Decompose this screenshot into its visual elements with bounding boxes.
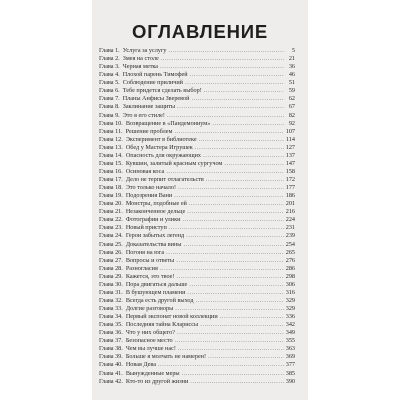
- dot-leader: [167, 112, 284, 120]
- dot-leader: [190, 378, 283, 386]
- chapter-title: Доказательства вины: [125, 240, 182, 248]
- dot-leader: [195, 144, 284, 152]
- chapter-title: Подозрения Вани: [125, 192, 173, 200]
- dot-leader: [212, 120, 284, 128]
- toc-entry: [99, 249, 295, 257]
- page-number: 385: [285, 369, 295, 377]
- chapter-number: Глава 39.: [99, 353, 123, 361]
- page-number: 349: [285, 329, 295, 337]
- dot-leader: [178, 345, 284, 353]
- chapter-number: Глава 33.: [99, 305, 123, 312]
- dot-leader: [186, 232, 284, 240]
- chapter-title: Обед у Мастера Игрушек: [125, 143, 193, 151]
- toc-entry: [99, 120, 295, 128]
- toc-entry: [99, 281, 295, 289]
- dot-leader: [176, 257, 284, 265]
- toc-entry: [99, 136, 295, 144]
- chapter-number: Глава 4.: [99, 71, 120, 79]
- chapter-title: Пора двигаться дальше: [125, 280, 188, 288]
- chapter-title: Это только начало!: [125, 184, 176, 192]
- dot-leader: [158, 361, 284, 369]
- page-number: 377: [285, 361, 295, 369]
- toc-entry: [99, 55, 295, 63]
- toc-entry: [99, 144, 295, 152]
- toc-entry: [99, 313, 295, 321]
- page-number: 82: [288, 111, 295, 119]
- dot-leader: [200, 321, 284, 329]
- chapter-number: Глава 12.: [99, 135, 123, 143]
- page-number: 336: [285, 313, 295, 321]
- chapter-number: Глава 31.: [99, 288, 123, 296]
- chapter-number: Глава 20.: [99, 200, 123, 208]
- page-number: 231: [285, 224, 295, 232]
- chapter-title: Погоня на юга: [125, 248, 165, 256]
- chapter-number: Глава 40.: [99, 361, 123, 369]
- page-number: 224: [285, 216, 295, 224]
- toc-entry: [99, 289, 295, 297]
- page-number: 316: [285, 288, 295, 296]
- chapter-number: Глава 42.: [99, 377, 123, 385]
- page-number: 177: [285, 184, 295, 192]
- chapter-title: Змея на столе: [122, 55, 159, 63]
- chapter-title: Последняя тайна Клариссы: [125, 321, 199, 329]
- page-number: 201: [285, 200, 295, 208]
- chapter-title: Возвращение в «Пандемониум»: [125, 119, 211, 127]
- dot-leader: [169, 47, 284, 55]
- dot-leader: [175, 337, 284, 345]
- dot-leader: [187, 208, 284, 216]
- chapter-number: Глава 30.: [99, 280, 123, 288]
- page-number: 127: [285, 143, 295, 151]
- chapter-title: Фотографии и улики: [125, 216, 181, 224]
- page-number: 21: [288, 55, 295, 63]
- toc-entry: [99, 361, 295, 369]
- dot-leader: [182, 216, 283, 224]
- dot-leader: [191, 95, 284, 103]
- toc-entry: [99, 224, 295, 232]
- toc-entry: [99, 345, 295, 353]
- page-number: 158: [285, 167, 295, 175]
- chapter-number: Глава 27.: [99, 256, 123, 264]
- chapter-title: Тебе придется сделать выбор!: [122, 87, 202, 95]
- chapter-number: Глава 21.: [99, 208, 123, 216]
- toc-entry: [99, 47, 295, 55]
- dot-leader: [189, 200, 284, 208]
- chapter-title: Новый приступ: [125, 224, 167, 232]
- toc-entry: [99, 257, 295, 265]
- dot-leader: [185, 79, 284, 87]
- dot-leader: [220, 313, 284, 321]
- chapter-number: Глава 26.: [99, 248, 123, 256]
- chapter-number: Глава 11.: [99, 127, 123, 135]
- chapter-number: Глава 23.: [99, 224, 123, 232]
- chapter-title: Монстры, подобные ей: [125, 200, 187, 208]
- chapter-title: Первый экспонат новой коллекции: [125, 313, 218, 321]
- chapter-number: Глава 13.: [99, 143, 123, 151]
- chapter-number: Глава 2.: [99, 55, 120, 63]
- page-number: 46: [288, 71, 295, 79]
- dot-leader: [196, 297, 284, 305]
- toc-entry: [99, 112, 295, 120]
- chapter-number: Глава 36.: [99, 329, 123, 337]
- page-title: ОГЛАВЛЕНИЕ: [132, 21, 268, 42]
- dot-leader: [169, 224, 284, 232]
- page-number: 265: [285, 248, 295, 256]
- toc-entry: [99, 241, 295, 249]
- chapter-title: Чем вы лучше нас!: [125, 345, 176, 353]
- page-number: 298: [285, 272, 295, 280]
- toc-entry: [99, 95, 295, 103]
- chapter-number: Глава 29.: [99, 272, 123, 280]
- chapter-title: Дело не терпит отлагательств: [125, 176, 204, 183]
- chapter-title: Разногласия: [125, 264, 158, 272]
- chapter-title: Черная метка: [122, 63, 159, 71]
- toc-entry: [99, 152, 295, 160]
- dot-leader: [178, 184, 284, 192]
- dot-leader: [177, 329, 284, 337]
- chapter-title: Заклинание защиты: [122, 103, 176, 111]
- toc-entry: [99, 63, 295, 71]
- chapter-number: Глава 34.: [99, 313, 123, 321]
- chapter-number: Глава 41.: [99, 369, 123, 377]
- toc-entry: [99, 79, 295, 87]
- page-number: 342: [285, 321, 295, 329]
- dot-leader: [190, 71, 284, 79]
- page-number: 36: [288, 63, 295, 71]
- chapter-title: Вопросы и ответы: [125, 256, 175, 264]
- page-number: 107: [285, 127, 295, 135]
- dot-leader: [206, 176, 284, 184]
- dot-leader: [177, 103, 284, 111]
- toc-entry: [99, 160, 295, 168]
- toc-entry: [99, 273, 295, 281]
- chapter-title: Услуга за услугу: [122, 47, 167, 54]
- chapter-title: Это в его стиле!: [122, 111, 165, 119]
- dot-leader: [160, 63, 284, 71]
- chapter-number: Глава 19.: [99, 192, 123, 200]
- chapter-number: Глава 6.: [99, 87, 120, 95]
- page-number: 137: [285, 151, 295, 159]
- page-number: 355: [285, 337, 295, 345]
- dot-leader: [183, 241, 283, 249]
- page-number: 216: [285, 208, 295, 216]
- chapter-title: Осиновая коса: [125, 167, 165, 175]
- dot-leader: [160, 265, 284, 273]
- page-number: 67: [288, 103, 295, 111]
- page-number: 186: [285, 192, 295, 200]
- chapter-title: Безопасное место: [125, 337, 173, 345]
- chapter-number: Глава 5.: [99, 79, 120, 87]
- toc-entry: [99, 87, 295, 95]
- chapter-number: Глава 38.: [99, 345, 123, 353]
- dot-leader: [177, 273, 284, 281]
- page-number: 59: [288, 87, 295, 95]
- page-number: 62: [288, 95, 295, 103]
- chapter-number: Глава 10.: [99, 119, 123, 127]
- dot-leader: [203, 152, 284, 160]
- chapter-title: Кажется, это твое!: [125, 272, 175, 280]
- page-number: 147: [285, 159, 295, 167]
- toc-entry: [99, 168, 295, 176]
- dot-leader: [174, 192, 283, 200]
- chapter-title: Всегда есть другой выход: [125, 296, 194, 304]
- chapter-number: Глава 32.: [99, 296, 123, 304]
- chapter-title: Плохой парень Тимофей: [122, 71, 188, 79]
- toc-entry: [99, 71, 295, 79]
- chapter-title: Новая Дева: [125, 361, 156, 369]
- toc-entry: [99, 353, 295, 361]
- chapter-number: Глава 16.: [99, 167, 123, 175]
- dot-leader: [174, 128, 283, 136]
- chapter-title: Опасность для окружающих: [125, 151, 202, 159]
- chapter-title: Кувшин, залитый красным сургучом: [125, 159, 223, 167]
- page-number: 369: [285, 353, 295, 361]
- toc-entry: [99, 370, 295, 378]
- chapter-title: Эксперимент в библиотеке: [125, 135, 197, 143]
- page-number: 329: [285, 305, 295, 312]
- chapter-number: Глава 24.: [99, 232, 123, 240]
- page-number: 363: [285, 345, 295, 353]
- page-number: 239: [285, 232, 295, 240]
- toc-entry: [99, 176, 295, 184]
- chapter-title: Соблюдение приличий: [122, 79, 183, 87]
- toc-entry: [99, 216, 295, 224]
- toc-entry: [99, 297, 295, 305]
- chapter-number: Глава 8.: [99, 103, 120, 111]
- page-number: 114: [285, 135, 295, 143]
- chapter-number: Глава 22.: [99, 216, 123, 224]
- chapter-title: В бушующем пламени: [125, 288, 186, 296]
- chapter-title: Кто-то из другой жизни: [125, 377, 189, 385]
- dot-leader: [208, 353, 284, 361]
- toc-entry: [99, 321, 295, 329]
- dot-leader: [187, 289, 283, 297]
- chapter-number: Глава 17.: [99, 176, 123, 183]
- chapter-title: Незаконченное дельце: [125, 208, 186, 216]
- toc-entry: [99, 192, 295, 200]
- chapter-number: Глава 9.: [99, 111, 120, 119]
- dot-leader: [161, 55, 284, 63]
- toc-entry: [99, 103, 295, 111]
- chapter-title: Долгие разговоры: [125, 305, 174, 312]
- page-number: 276: [285, 256, 295, 264]
- toc-entry: [99, 329, 295, 337]
- page-number: 390: [285, 377, 295, 385]
- page-number: 92: [288, 119, 295, 127]
- dot-leader: [189, 281, 283, 289]
- toc-entry: [99, 265, 295, 273]
- table-of-contents: [99, 47, 295, 386]
- toc-entry: [99, 208, 295, 216]
- dot-leader: [175, 305, 283, 313]
- chapter-number: Глава 7.: [99, 95, 120, 103]
- toc-entry: [99, 232, 295, 240]
- chapter-number: Глава 25.: [99, 240, 123, 248]
- chapter-number: Глава 18.: [99, 184, 123, 192]
- chapter-number: Глава 14.: [99, 151, 123, 159]
- page-number: 51: [288, 79, 295, 87]
- dot-leader: [166, 249, 284, 257]
- page-number: 286: [285, 264, 295, 272]
- chapter-number: Глава 28.: [99, 264, 123, 272]
- dot-leader: [199, 136, 284, 144]
- dot-leader: [224, 160, 283, 168]
- chapter-title: Решение проблем: [125, 127, 173, 135]
- dot-leader: [204, 87, 284, 95]
- toc-entry: [99, 378, 295, 386]
- chapter-title: Вынужденные меры: [125, 369, 180, 377]
- dot-leader: [182, 370, 284, 378]
- chapter-title: Герои забытых легенд: [125, 232, 185, 240]
- chapter-number: Глава 37.: [99, 337, 123, 345]
- toc-entry: [99, 184, 295, 192]
- chapter-number: Глава 3.: [99, 63, 120, 71]
- page-number: 172: [285, 176, 295, 183]
- toc-entry: [99, 128, 295, 136]
- page-number: 5: [291, 47, 295, 54]
- book-page: [92, 0, 308, 400]
- toc-entry: [99, 337, 295, 345]
- toc-entry: [99, 200, 295, 208]
- dot-leader: [166, 168, 283, 176]
- chapter-title: Больше я молчать не намерен!: [125, 353, 207, 361]
- chapter-number: Глава 15.: [99, 159, 123, 167]
- chapter-number: Глава 35.: [99, 321, 123, 329]
- page-number: 254: [285, 240, 295, 248]
- toc-entry: [99, 305, 295, 313]
- page-number: 306: [285, 280, 295, 288]
- chapter-title: Что у них общего?: [125, 329, 175, 337]
- page-number: 329: [285, 296, 295, 304]
- chapter-number: Глава 1.: [99, 47, 120, 54]
- chapter-title: Планы Анфисы Зверевой: [122, 95, 190, 103]
